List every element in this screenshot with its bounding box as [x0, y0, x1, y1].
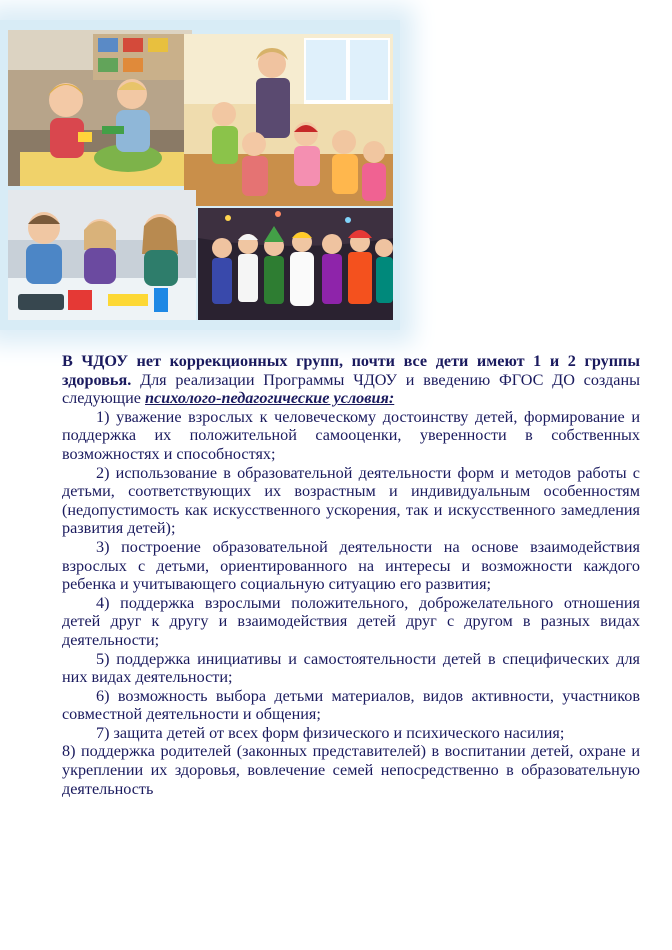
- photo-children-in-costumes-image: [198, 208, 393, 320]
- photo-children-playing-toys-image: [8, 30, 192, 186]
- list-item: 5) поддержка инициативы и самостоятельности детей в специфических для них видах деятельности;: [62, 649, 640, 687]
- list-item: 1) уважение взрослых к человеческому достоинству детей, формирование и поддержка их положительной самооценки, уверенности в собственных возможностях и способностях;: [62, 407, 640, 463]
- list-item: 4) поддержка взрослыми положительного, доброжелательного отношения детей друг к другу и взаимодействия детей друг с другом в разных видах деятельности;: [62, 593, 640, 649]
- list-item: 3) построение образовательной деятельности на основе взаимодействия взрослых с детьми, ориентированного на интересы и возможности каждого ребенка и учитывающего социальную ситуацию его развития;: [62, 537, 640, 594]
- intro-emphasis: психолого-педагогические условия:: [145, 389, 395, 408]
- list-item: 2) использование в образовательной деятельности форм и методов работы с детьми, соответствующих их возрастным и индивидуальным особенностям (недопустимость как искусственного ускорения, так и искусственного замедления развития детей);: [62, 463, 640, 538]
- photo-children-in-costumes: [198, 208, 393, 320]
- intro-rest: Для реализации Программы ЧДОУ и введению ФГОС ДО созданы следующие: [62, 370, 640, 408]
- list-item: 6) возможность выбора детьми материалов, видов активности, участников совместной деятельности и общения;: [62, 686, 640, 724]
- list-item: 8) поддержка родителей (законных представителей) в воспитании детей, охране и укреплении их здоровья, вовлечение семей непосредственно в образовательную деятельность: [62, 742, 640, 798]
- photo-teacher-with-children: [184, 34, 393, 206]
- main-text: [62, 352, 640, 798]
- photo-teacher-with-children-image: [184, 34, 393, 206]
- photo-collage: [8, 30, 393, 320]
- photo-children-at-table: [8, 190, 196, 320]
- intro-bold: В ЧДОУ нет коррекционных групп, почти все дети имеют 1 и 2 группы здоровья.: [62, 352, 640, 389]
- list-item: 7) защита детей от всех форм физического и психического насилия;: [96, 723, 565, 742]
- intro-paragraph: [62, 352, 640, 408]
- photo-children-playing-toys: [8, 30, 192, 186]
- photo-children-at-table-image: [8, 190, 196, 320]
